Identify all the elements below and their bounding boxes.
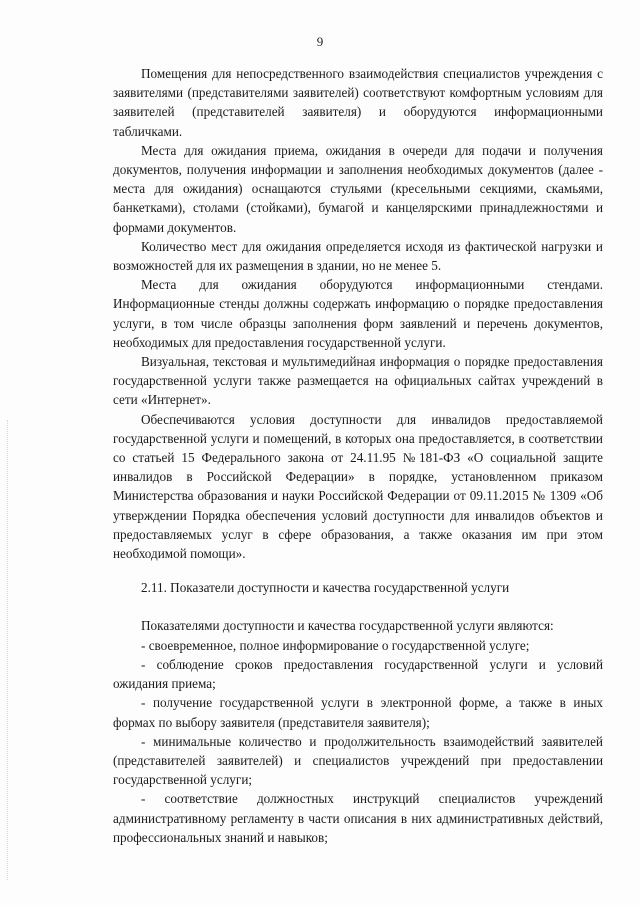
list-item: - соответствие должностных инструкций специалистов учреждений административному регламенту в части описания в них административных действий, профессиональных знаний и навыков;: [113, 791, 603, 845]
document-body: [113, 64, 603, 847]
list-item: - получение государственной услуги в электронной форме, а также в иных формах по выбору заявителя (представителя заявителя);: [113, 695, 603, 730]
page-number: 9: [316, 34, 324, 49]
list-item: - минимальные количество и продолжительность взаимодействий заявителей (представителей заявителей) и специалистов учреждений при предоставлении государственной услуги;: [113, 733, 603, 788]
paragraph: Помещения для непосредственного взаимодействия специалистов учреждения с заявителями (представителями заявителей) соответствуют комфортным условиям для заявителей (представителей заявителя) и оборудуются информационными табличками.: [113, 66, 603, 139]
list-intro: Показателями доступности и качества государственной услуги являются:: [141, 618, 554, 634]
list-item: - своевременное, полное информирование о государственной услуге;: [141, 637, 530, 653]
paragraph: Обеспечиваются условия доступности для инвалидов предоставляемой государственной услуги и помещений, в которых она предоставляется, в соответствии со статьей 15 Федерального закона от 24.11.95 №181-ФЗ «О социальной защите инвалидов в Российской Федерации» в порядке, установленном приказом Министерства образования и науки Российской Федерации от 09.11.2015 № 1309 «Об утверждении Порядка обеспечения условий доступности для инвалидов объектов и предоставляемых услуг в сфере образования, а также оказания им при этом необходимой помощи».: [113, 411, 603, 562]
paragraph: Места для ожидания приема, ожидания в очереди для подачи и получения документов, получения информации и заполнения необходимых документов (далее - места для ожидания) оснащаются стульями (кресельными секциями, скамьями, банкетками), столами (стойками), бумагой и канцелярскими принадлежностями и формами документов.: [113, 142, 603, 235]
scan-edge-dots: [7, 420, 9, 880]
section-heading: 2.11. Показатели доступности и качества государственной услуги: [141, 580, 510, 596]
paragraph: Визуальная, текстовая и мультимедийная информация о порядке предоставления государственной услуги также размещается на официальных сайтах учреждений в сети «Интернет».: [113, 354, 603, 408]
list-item: - соблюдение сроков предоставления государственной услуги и условий ожидания приема;: [113, 656, 603, 692]
paragraph: Места для ожидания оборудуются информационными стендами. Информационные стенды должны содержать информацию о порядке предоставления услуги, в том числе образцы заполнения форм заявлений и перечень документов, необходимых для предоставления государственной услуги.: [113, 277, 603, 350]
paragraph: Количество мест для ожидания определяется исходя из фактической нагрузки и возможностей для их размещения в здании, но не менее 5.: [113, 238, 603, 274]
